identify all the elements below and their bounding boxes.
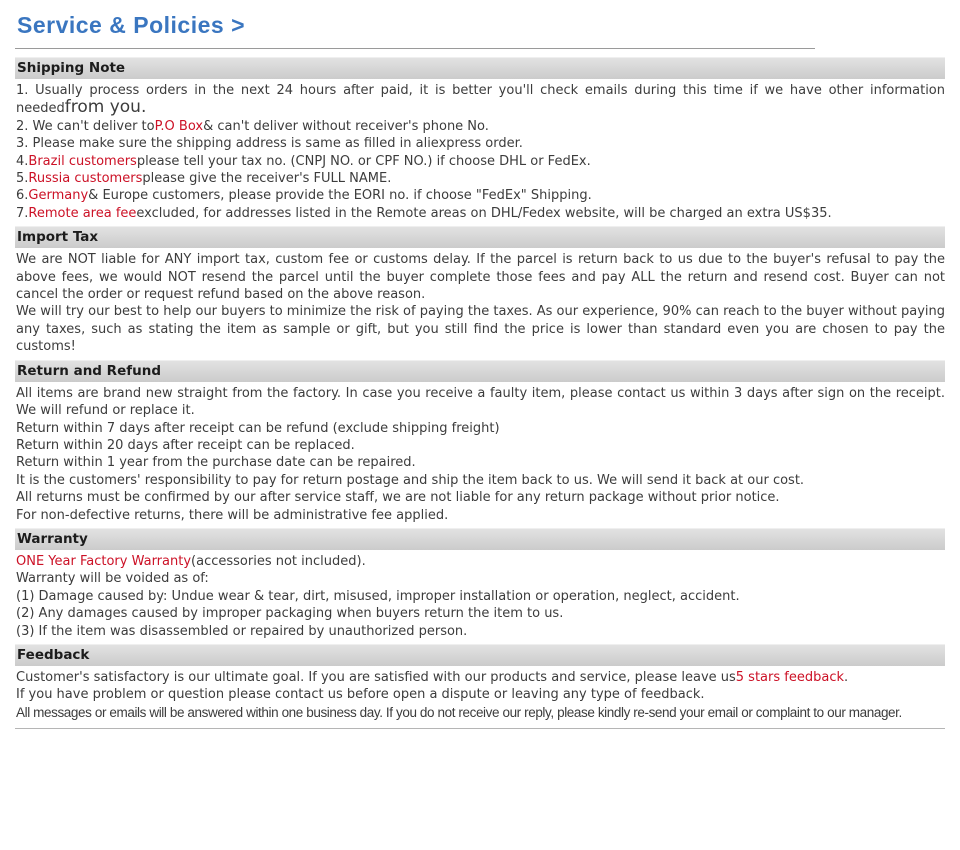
- policy-paragraph: All messages or emails will be answered within one business day. If you do not receive our reply, please kindly re-send your email or complaint to our manager.: [16, 704, 902, 720]
- title-divider: [15, 48, 815, 49]
- policy-paragraph: We will try our best to help our buyers to minimize the risk of paying the taxes. As our experience, 90% can reach to the buyer without paying any taxes, such as stating the item as sample or gift, but you still find the price is lower than standard even you are chosen to pay the customs!: [16, 304, 945, 355]
- policy-line: [15, 118, 945, 135]
- policy-line: It is the customers' responsibility to pay for return postage and ship the item back to us. We will send it back at our cost.: [16, 472, 805, 488]
- section-warranty: [15, 528, 945, 640]
- policy-line: If you have problem or question please contact us before open a dispute or leaving any type of feedback.: [16, 687, 705, 703]
- highlight-red: 5 stars feedback: [735, 669, 844, 685]
- text-segment: (accessories not included).: [191, 553, 366, 569]
- highlight-red: ONE Year Factory Warranty: [16, 553, 192, 569]
- policy-line: [15, 187, 945, 204]
- section-heading-feedback: Feedback: [15, 644, 945, 666]
- policy-line: 3. Please make sure the shipping address is same as filled in aliexpress order.: [16, 136, 523, 152]
- text-segment: 5.: [16, 171, 29, 187]
- policy-line: [15, 170, 945, 187]
- policy-line: [15, 553, 945, 570]
- page-title[interactable]: Service & Policies >: [17, 12, 245, 38]
- policy-line: For non-defective returns, there will be administrative fee applied.: [16, 507, 449, 523]
- policy-line: [15, 82, 945, 118]
- section-heading-shipping-note: Shipping Note: [15, 57, 945, 79]
- text-segment: & Europe customers, please provide the EORI no. if choose "FedEx" Shipping.: [88, 188, 592, 204]
- section-feedback: [15, 644, 945, 721]
- highlight-red: Germany: [28, 188, 89, 204]
- section-return-and-refund: [15, 360, 945, 524]
- highlight-red: Russia customers: [28, 171, 143, 187]
- text-segment-large: from you.: [64, 97, 147, 118]
- section-import-tax: [15, 226, 945, 355]
- policy-line: Return within 20 days after receipt can be replaced.: [16, 437, 355, 453]
- policy-line: Return within 7 days after receipt can be refund (exclude shipping freight): [16, 420, 500, 436]
- text-segment: 1. Usually process orders in the next 24 hours after paid, it is better you'll check emails during this time if we have other information needed: [16, 83, 945, 117]
- text-segment: 4.: [16, 153, 29, 169]
- policy-line: (1) Damage caused by: Undue wear & tear, dirt, misused, improper installation or operation, neglect, accident.: [16, 588, 740, 604]
- text-segment: 2. We can't deliver to: [16, 118, 155, 134]
- text-segment: excluded, for addresses listed in the Remote areas on DHL/Fedex website, will be charged an extra US$35.: [136, 205, 832, 221]
- section-heading-warranty: Warranty: [15, 528, 945, 550]
- policy-line: [15, 153, 945, 170]
- text-segment: 6.: [16, 188, 29, 204]
- section-heading-import-tax: Import Tax: [15, 226, 945, 248]
- policy-paragraph: All items are brand new straight from the factory. In case you receive a faulty item, please contact us within 3 days after sign on the receipt. We will refund or replace it.: [16, 385, 945, 419]
- highlight-red: P.O Box: [154, 118, 204, 134]
- policy-line: [15, 669, 945, 686]
- policy-line: Return within 1 year from the purchase date can be repaired.: [16, 455, 416, 471]
- policy-line: Warranty will be voided as of:: [16, 571, 209, 587]
- section-heading-return-and-refund: Return and Refund: [15, 360, 945, 382]
- policy-paragraph: We are NOT liable for ANY import tax, custom fee or customs delay. If the parcel is return back to us due to the buyer's refusal to pay the above fees, we would NOT resend the parcel until the buyer complete those fees and pay ALL the return and resend cost. Buyer can not cancel the order or request refund based on the above reason.: [16, 252, 945, 303]
- highlight-red: Remote area fee: [28, 205, 137, 221]
- policy-line: All returns must be confirmed by our after service staff, we are not liable for any return package without prior notice.: [16, 490, 780, 506]
- text-segment: Customer's satisfactory is our ultimate goal. If you are satisfied with our products and service, please leave us: [16, 669, 736, 685]
- text-segment: please give the receiver's FULL NAME.: [142, 171, 392, 187]
- section-shipping-note: [15, 57, 945, 222]
- text-segment: please tell your tax no. (CNPJ NO. or CPF NO.) if choose DHL or FedEx.: [136, 153, 591, 169]
- text-segment: & can't deliver without receiver's phone No.: [203, 118, 489, 134]
- bottom-divider: [15, 728, 945, 729]
- policy-line: [15, 205, 945, 222]
- text-segment: .: [844, 669, 849, 685]
- text-segment: 7.: [16, 205, 29, 221]
- policy-line: (3) If the item was disassembled or repaired by unauthorized person.: [16, 623, 468, 639]
- policy-line: (2) Any damages caused by improper packaging when buyers return the item to us.: [16, 606, 564, 622]
- highlight-red: Brazil customers: [28, 153, 137, 169]
